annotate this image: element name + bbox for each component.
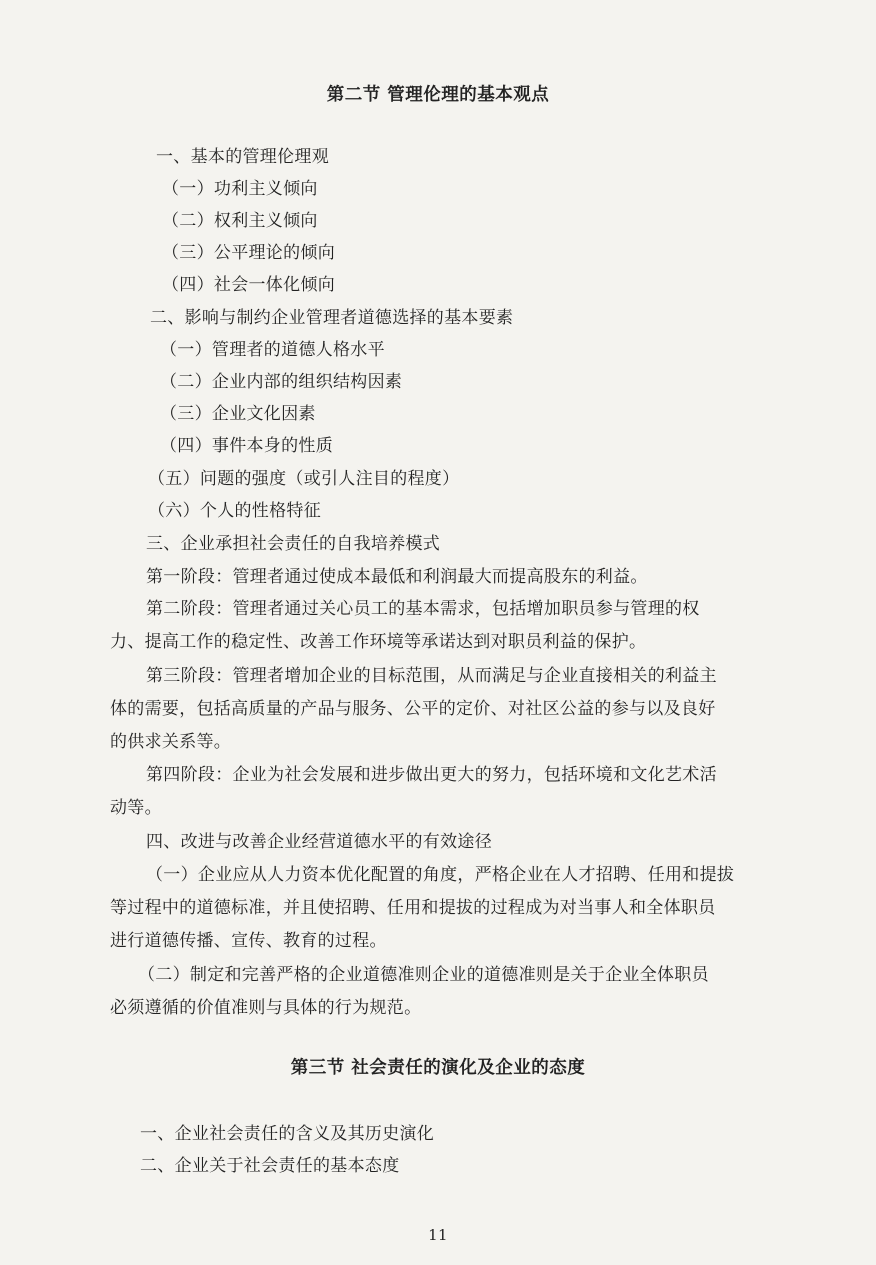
- part2-item-4: （四）事件本身的性质: [160, 436, 333, 456]
- section3-title: 第三节 社会责任的演化及企业的态度: [290, 1058, 586, 1078]
- part1-item-2: （二）权利主义倾向: [162, 211, 318, 231]
- part3-stage3-line2: 体的需要，包括高质量的产品与服务、公平的定价、对社区公益的参与以及良好: [110, 699, 716, 719]
- part3-stage2-line1: 第二阶段：管理者通过关心员工的基本需求，包括增加职员参与管理的权: [146, 599, 700, 619]
- part3-stage3-line1: 第三阶段：管理者增加企业的目标范围，从而满足与企业直接相关的利益主: [146, 666, 717, 686]
- part1-item-3: （三）公平理论的倾向: [162, 243, 335, 263]
- part2-item-5: （五）问题的强度（或引人注目的程度）: [148, 469, 460, 489]
- part1-heading: 一、基本的管理伦理观: [156, 147, 329, 167]
- part3-stage1: 第一阶段：管理者通过使成本最低和利润最大而提高股东的利益。: [146, 567, 648, 587]
- part3-stage4-line1: 第四阶段：企业为社会发展和进步做出更大的努力，包括环境和文化艺术活: [146, 765, 717, 785]
- part4-heading: 四、改进与改善企业经营道德水平的有效途径: [146, 832, 492, 852]
- part3-stage2-line2: 力、提高工作的稳定性、改善工作环境等承诺达到对职员利益的保护。: [110, 632, 647, 652]
- part2-item-2: （二）企业内部的组织结构因素: [160, 372, 403, 392]
- part3-stage3-line3: 的供求关系等。: [110, 732, 232, 752]
- section3-item-2: 二、企业关于社会责任的基本态度: [140, 1156, 400, 1176]
- part3-heading: 三、企业承担社会责任的自我培养模式: [146, 534, 441, 554]
- part4-para1-line2: 等过程中的道德标准，并且使招聘、任用和提拔的过程成为对当事人和全体职员: [110, 898, 716, 918]
- part2-item-6: （六）个人的性格特征: [148, 501, 321, 521]
- section3-item-1: 一、企业社会责任的含义及其历史演化: [140, 1124, 435, 1144]
- part2-heading: 二、影响与制约企业管理者道德选择的基本要素: [150, 308, 514, 328]
- part4-para1-line3: 进行道德传播、宣传、教育的过程。: [110, 931, 387, 951]
- part4-para2-line2: 必须遵循的价值准则与具体的行为规范。: [110, 998, 422, 1018]
- part2-item-3: （三）企业文化因素: [160, 404, 316, 424]
- section2-title: 第二节 管理伦理的基本观点: [326, 85, 550, 105]
- page-number: 11: [428, 1226, 448, 1244]
- part4-para2-line1: （二）制定和完善严格的企业道德准则企业的道德准则是关于企业全体职员: [138, 965, 709, 985]
- part1-item-4: （四）社会一体化倾向: [162, 275, 335, 295]
- part2-item-1: （一）管理者的道德人格水平: [160, 340, 385, 360]
- part1-item-1: （一）功利主义倾向: [162, 179, 318, 199]
- part4-para1-line1: （一）企业应从人力资本优化配置的角度，严格企业在人才招聘、任用和提拔: [146, 865, 735, 885]
- part3-stage4-line2: 动等。: [110, 798, 162, 818]
